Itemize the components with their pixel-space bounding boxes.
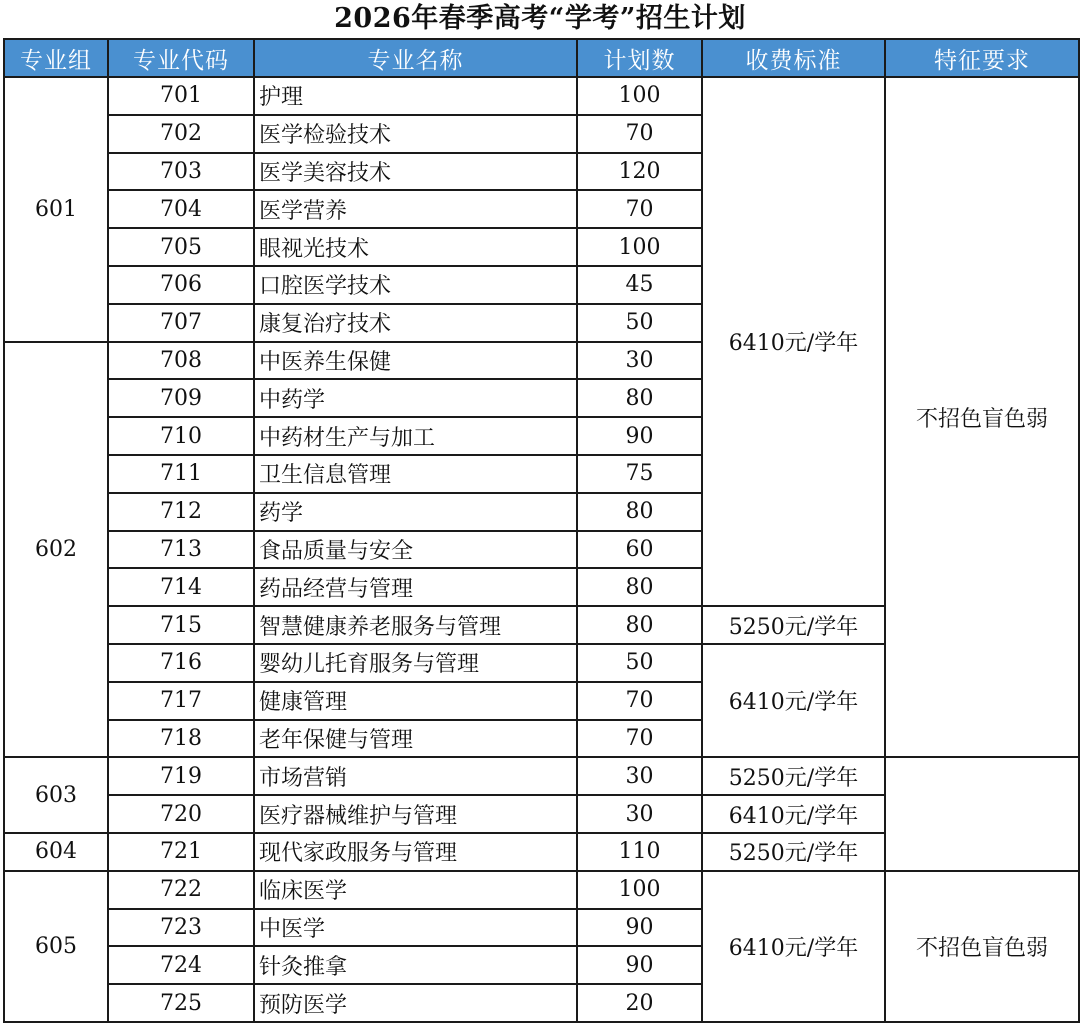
fee-cell: 5250元/学年	[702, 757, 885, 795]
code-cell: 708	[108, 342, 254, 380]
header-group: 专业组	[4, 39, 108, 77]
major-name-cell: 中药学	[254, 379, 577, 417]
plan-cell: 70	[577, 115, 702, 153]
code-cell: 723	[108, 909, 254, 947]
header-requirement: 特征要求	[885, 39, 1079, 77]
major-name-cell: 针灸推拿	[254, 946, 577, 984]
group-cell: 601	[4, 77, 108, 342]
code-cell: 709	[108, 379, 254, 417]
major-name-cell: 婴幼儿托育服务与管理	[254, 644, 577, 682]
fee-cell: 6410元/学年	[702, 795, 885, 833]
code-cell: 707	[108, 304, 254, 342]
plan-cell: 70	[577, 190, 702, 228]
code-cell: 705	[108, 228, 254, 266]
code-cell: 724	[108, 946, 254, 984]
group-cell: 605	[4, 871, 108, 1022]
plan-cell: 75	[577, 455, 702, 493]
plan-cell: 100	[577, 77, 702, 115]
major-name-cell: 医疗器械维护与管理	[254, 795, 577, 833]
requirement-cell: 不招色盲色弱	[885, 77, 1079, 757]
major-name-cell: 医学检验技术	[254, 115, 577, 153]
plan-cell: 110	[577, 833, 702, 871]
code-cell: 712	[108, 493, 254, 531]
header-code: 专业代码	[108, 39, 254, 77]
requirement-cell: 不招色盲色弱	[885, 871, 1079, 1022]
fee-cell: 6410元/学年	[702, 77, 885, 606]
major-name-cell: 预防医学	[254, 984, 577, 1022]
requirement-cell	[885, 757, 1079, 870]
code-cell: 714	[108, 568, 254, 606]
code-cell: 710	[108, 417, 254, 455]
code-cell: 706	[108, 266, 254, 304]
table-row	[4, 871, 1079, 909]
plan-cell: 90	[577, 417, 702, 455]
code-cell: 722	[108, 871, 254, 909]
major-name-cell: 康复治疗技术	[254, 304, 577, 342]
major-name-cell: 中医学	[254, 909, 577, 947]
header-name: 专业名称	[254, 39, 577, 77]
plan-cell: 50	[577, 304, 702, 342]
plan-cell: 80	[577, 568, 702, 606]
plan-cell: 80	[577, 606, 702, 644]
group-cell: 603	[4, 757, 108, 833]
major-name-cell: 食品质量与安全	[254, 531, 577, 569]
header-row	[4, 39, 1079, 77]
plan-cell: 50	[577, 644, 702, 682]
plan-cell: 70	[577, 682, 702, 720]
group-cell: 602	[4, 342, 108, 758]
table-row	[4, 757, 1079, 795]
plan-cell: 60	[577, 531, 702, 569]
major-name-cell: 医学美容技术	[254, 153, 577, 191]
header-fee: 收费标准	[702, 39, 885, 77]
plan-cell: 80	[577, 379, 702, 417]
code-cell: 704	[108, 190, 254, 228]
fee-cell: 6410元/学年	[702, 871, 885, 1022]
table-row	[4, 77, 1079, 115]
code-cell: 716	[108, 644, 254, 682]
major-name-cell: 眼视光技术	[254, 228, 577, 266]
major-name-cell: 健康管理	[254, 682, 577, 720]
code-cell: 717	[108, 682, 254, 720]
code-cell: 719	[108, 757, 254, 795]
major-name-cell: 现代家政服务与管理	[254, 833, 577, 871]
plan-cell: 70	[577, 720, 702, 758]
enrollment-plan-table	[3, 38, 1080, 1023]
major-name-cell: 药学	[254, 493, 577, 531]
fee-cell: 5250元/学年	[702, 833, 885, 871]
major-name-cell: 药品经营与管理	[254, 568, 577, 606]
code-cell: 711	[108, 455, 254, 493]
plan-cell: 100	[577, 228, 702, 266]
plan-cell: 20	[577, 984, 702, 1022]
major-name-cell: 老年保健与管理	[254, 720, 577, 758]
code-cell: 702	[108, 115, 254, 153]
page-title: 2026年春季高考“学考”招生计划	[334, 3, 746, 34]
plan-cell: 30	[577, 342, 702, 380]
code-cell: 701	[108, 77, 254, 115]
plan-cell: 45	[577, 266, 702, 304]
major-name-cell: 市场营销	[254, 757, 577, 795]
major-name-cell: 卫生信息管理	[254, 455, 577, 493]
major-name-cell: 医学营养	[254, 190, 577, 228]
major-name-cell: 智慧健康养老服务与管理	[254, 606, 577, 644]
major-name-cell: 中医养生保健	[254, 342, 577, 380]
code-cell: 713	[108, 531, 254, 569]
plan-cell: 30	[577, 757, 702, 795]
plan-cell: 120	[577, 153, 702, 191]
code-cell: 721	[108, 833, 254, 871]
plan-cell: 30	[577, 795, 702, 833]
plan-cell: 80	[577, 493, 702, 531]
fee-cell: 5250元/学年	[702, 606, 885, 644]
plan-cell: 100	[577, 871, 702, 909]
group-cell: 604	[4, 833, 108, 871]
fee-cell: 6410元/学年	[702, 644, 885, 757]
code-cell: 720	[108, 795, 254, 833]
major-name-cell: 临床医学	[254, 871, 577, 909]
major-name-cell: 口腔医学技术	[254, 266, 577, 304]
plan-cell: 90	[577, 909, 702, 947]
code-cell: 725	[108, 984, 254, 1022]
major-name-cell: 中药材生产与加工	[254, 417, 577, 455]
code-cell: 718	[108, 720, 254, 758]
plan-cell: 90	[577, 946, 702, 984]
header-plan: 计划数	[577, 39, 702, 77]
major-name-cell: 护理	[254, 77, 577, 115]
code-cell: 715	[108, 606, 254, 644]
code-cell: 703	[108, 153, 254, 191]
